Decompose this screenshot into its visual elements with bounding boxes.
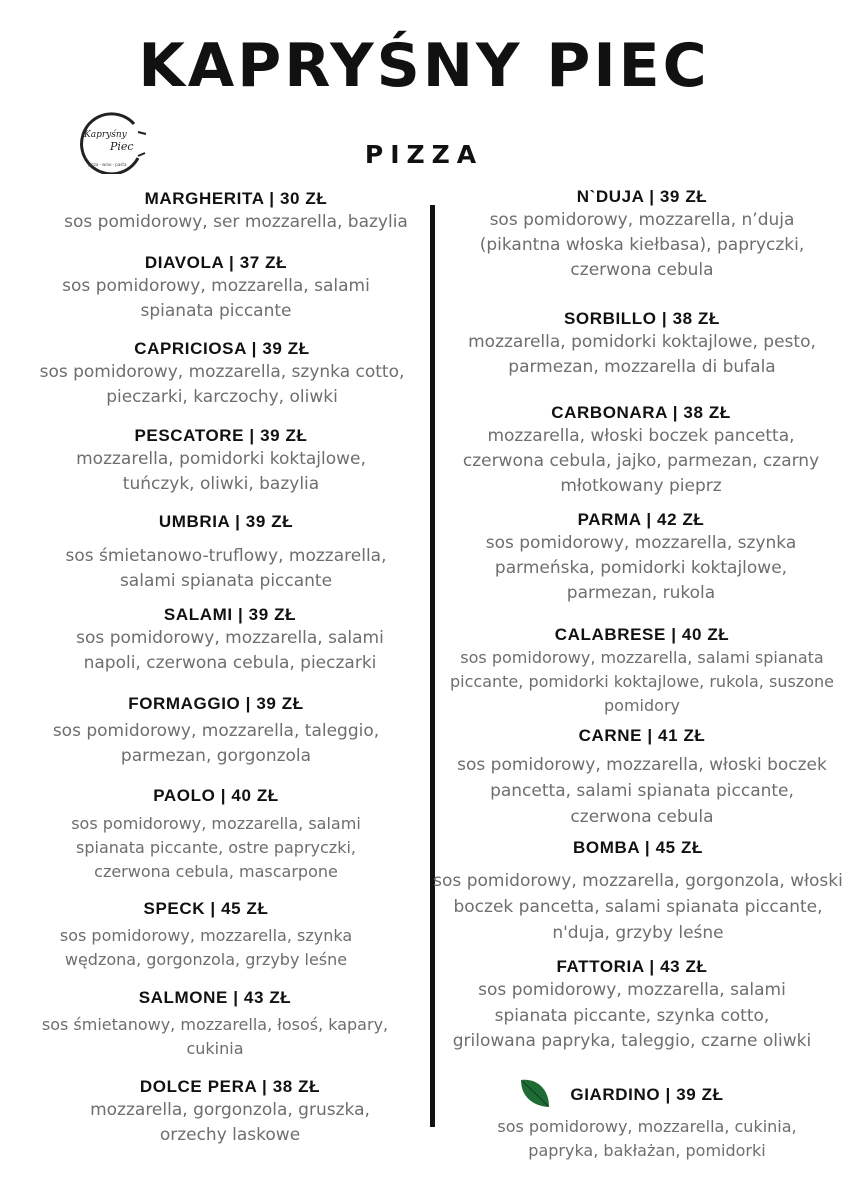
restaurant-title: KAPRYŚNY PIEC	[138, 31, 710, 101]
item-name: SPECK | 45 ZŁ	[143, 899, 269, 918]
menu-item	[30, 693, 402, 769]
menu-item	[40, 898, 372, 972]
item-name: CARBONARA | 38 ZŁ	[551, 403, 731, 422]
item-description: sos pomidorowy, mozzarella, salami spianata piccante, szynka cotto, grilowana papryka, taleggio, czarne oliwki	[452, 980, 812, 1051]
menu-item	[40, 188, 432, 235]
menu-item	[55, 785, 377, 884]
menu-item	[462, 1084, 832, 1163]
logo-text-line2: Piec	[110, 140, 134, 153]
menu-item	[25, 987, 405, 1061]
item-name: SALAMI | 39 ZŁ	[163, 605, 297, 624]
item-description: sos pomidorowy, mozzarella, szynka wędzona, gorgonzola, grzyby leśne	[59, 926, 353, 969]
item-name: SORBILLO | 38 ZŁ	[563, 309, 721, 328]
menu-item	[438, 624, 846, 718]
item-description: sos pomidorowy, mozzarella, taleggio, parmezan, gorgonzola	[52, 721, 380, 766]
item-name: CALABRESE | 40 ZŁ	[554, 625, 730, 644]
item-description: sos pomidorowy, mozzarella, szynka parmeńska, pomidorki koktajlowe, parmezan, rukola	[485, 533, 797, 603]
menu-item	[60, 1076, 400, 1148]
menu-item	[50, 604, 410, 676]
menu-item	[452, 509, 830, 606]
item-name: SALMONE | 43 ZŁ	[138, 988, 292, 1007]
item-name: FATTORIA | 43 ZŁ	[556, 957, 708, 976]
item-name: UMBRIA | 39 ZŁ	[158, 512, 294, 531]
item-description: sos pomidorowy, mozzarella, gorgonzola, włoski boczek pancetta, salami spianata piccante, n'duja, grzyby leśne	[433, 871, 843, 943]
item-description: mozzarella, włoski boczek pancetta, czerwona cebula, jajko, parmezan, czarny młotkowany pieprz	[462, 426, 820, 496]
item-description: mozzarella, pomidorki koktajlowe, tuńczyk, oliwki, bazylia	[76, 449, 366, 494]
item-name: DOLCE PERA | 38 ZŁ	[139, 1077, 321, 1096]
logo-text-line1: Kapryśny	[84, 130, 127, 140]
item-name: GIARDINO | 39 ZŁ	[570, 1085, 724, 1104]
item-name: PARMA | 42 ZŁ	[577, 510, 705, 529]
item-description: sos pomidorowy, mozzarella, salami spianata piccante, pomidorki koktajlowe, rukola, suszone pomidory	[450, 648, 834, 715]
item-description: sos pomidorowy, mozzarella, salami spianata piccante	[62, 276, 370, 321]
item-description: sos pomidorowy, mozzarella, salami spianata piccante, ostre papryczki, czerwona cebula, mascarpone	[71, 814, 361, 881]
item-name: CAPRICIOSA | 39 ZŁ	[134, 339, 310, 358]
logo-tagline: pizza · wino · pasta	[88, 162, 127, 167]
item-description: sos pomidorowy, ser mozzarella, bazylia	[64, 212, 408, 232]
menu-item	[40, 252, 392, 324]
item-description: sos pomidorowy, mozzarella, włoski boczek pancetta, salami spianata piccante, czerwona cebula	[457, 755, 827, 827]
section-title: PIZZA	[364, 140, 484, 169]
item-name: PESCATORE | 39 ZŁ	[134, 426, 308, 445]
item-name: DIAVOLA | 37 ZŁ	[144, 253, 288, 272]
item-name: CARNE | 41 ZŁ	[578, 726, 706, 745]
menu-item	[55, 425, 387, 497]
menu-item	[432, 837, 844, 946]
item-name: N`DUJA | 39 ZŁ	[576, 187, 708, 206]
menu-item	[452, 956, 812, 1055]
item-description: sos śmietanowo-truflowy, mozzarella, salami spianata piccante	[65, 546, 387, 591]
menu-item	[12, 338, 432, 410]
menu-item	[40, 511, 412, 594]
item-description: mozzarella, pomidorki koktajlowe, pesto, parmezan, mozzarella di bufala	[468, 332, 816, 377]
menu-item	[452, 402, 830, 499]
menu-item	[452, 725, 832, 830]
item-description: sos pomidorowy, mozzarella, szynka cotto, pieczarki, karczochy, oliwki	[39, 362, 405, 407]
item-name: FORMAGGIO | 39 ZŁ	[128, 694, 304, 713]
item-name: MARGHERITA | 30 ZŁ	[144, 189, 328, 208]
item-description: sos pomidorowy, mozzarella, cukinia, papryka, bakłażan, pomidorki	[497, 1117, 797, 1160]
item-description: mozzarella, gorgonzola, gruszka, orzechy laskowe	[90, 1100, 370, 1145]
item-description: sos śmietanowy, mozzarella, łosoś, kapary, cukinia	[41, 1015, 389, 1058]
item-name: BOMBA | 45 ZŁ	[573, 838, 703, 857]
item-description: sos pomidorowy, mozzarella, n’duja (pikantna włoska kiełbasa), papryczki, czerwona cebula	[479, 210, 805, 280]
menu-item	[452, 186, 832, 283]
menu-item	[442, 308, 842, 380]
item-description: sos pomidorowy, mozzarella, salami napoli, czerwona cebula, pieczarki	[76, 628, 384, 673]
item-name: PAOLO | 40 ZŁ	[153, 786, 279, 805]
